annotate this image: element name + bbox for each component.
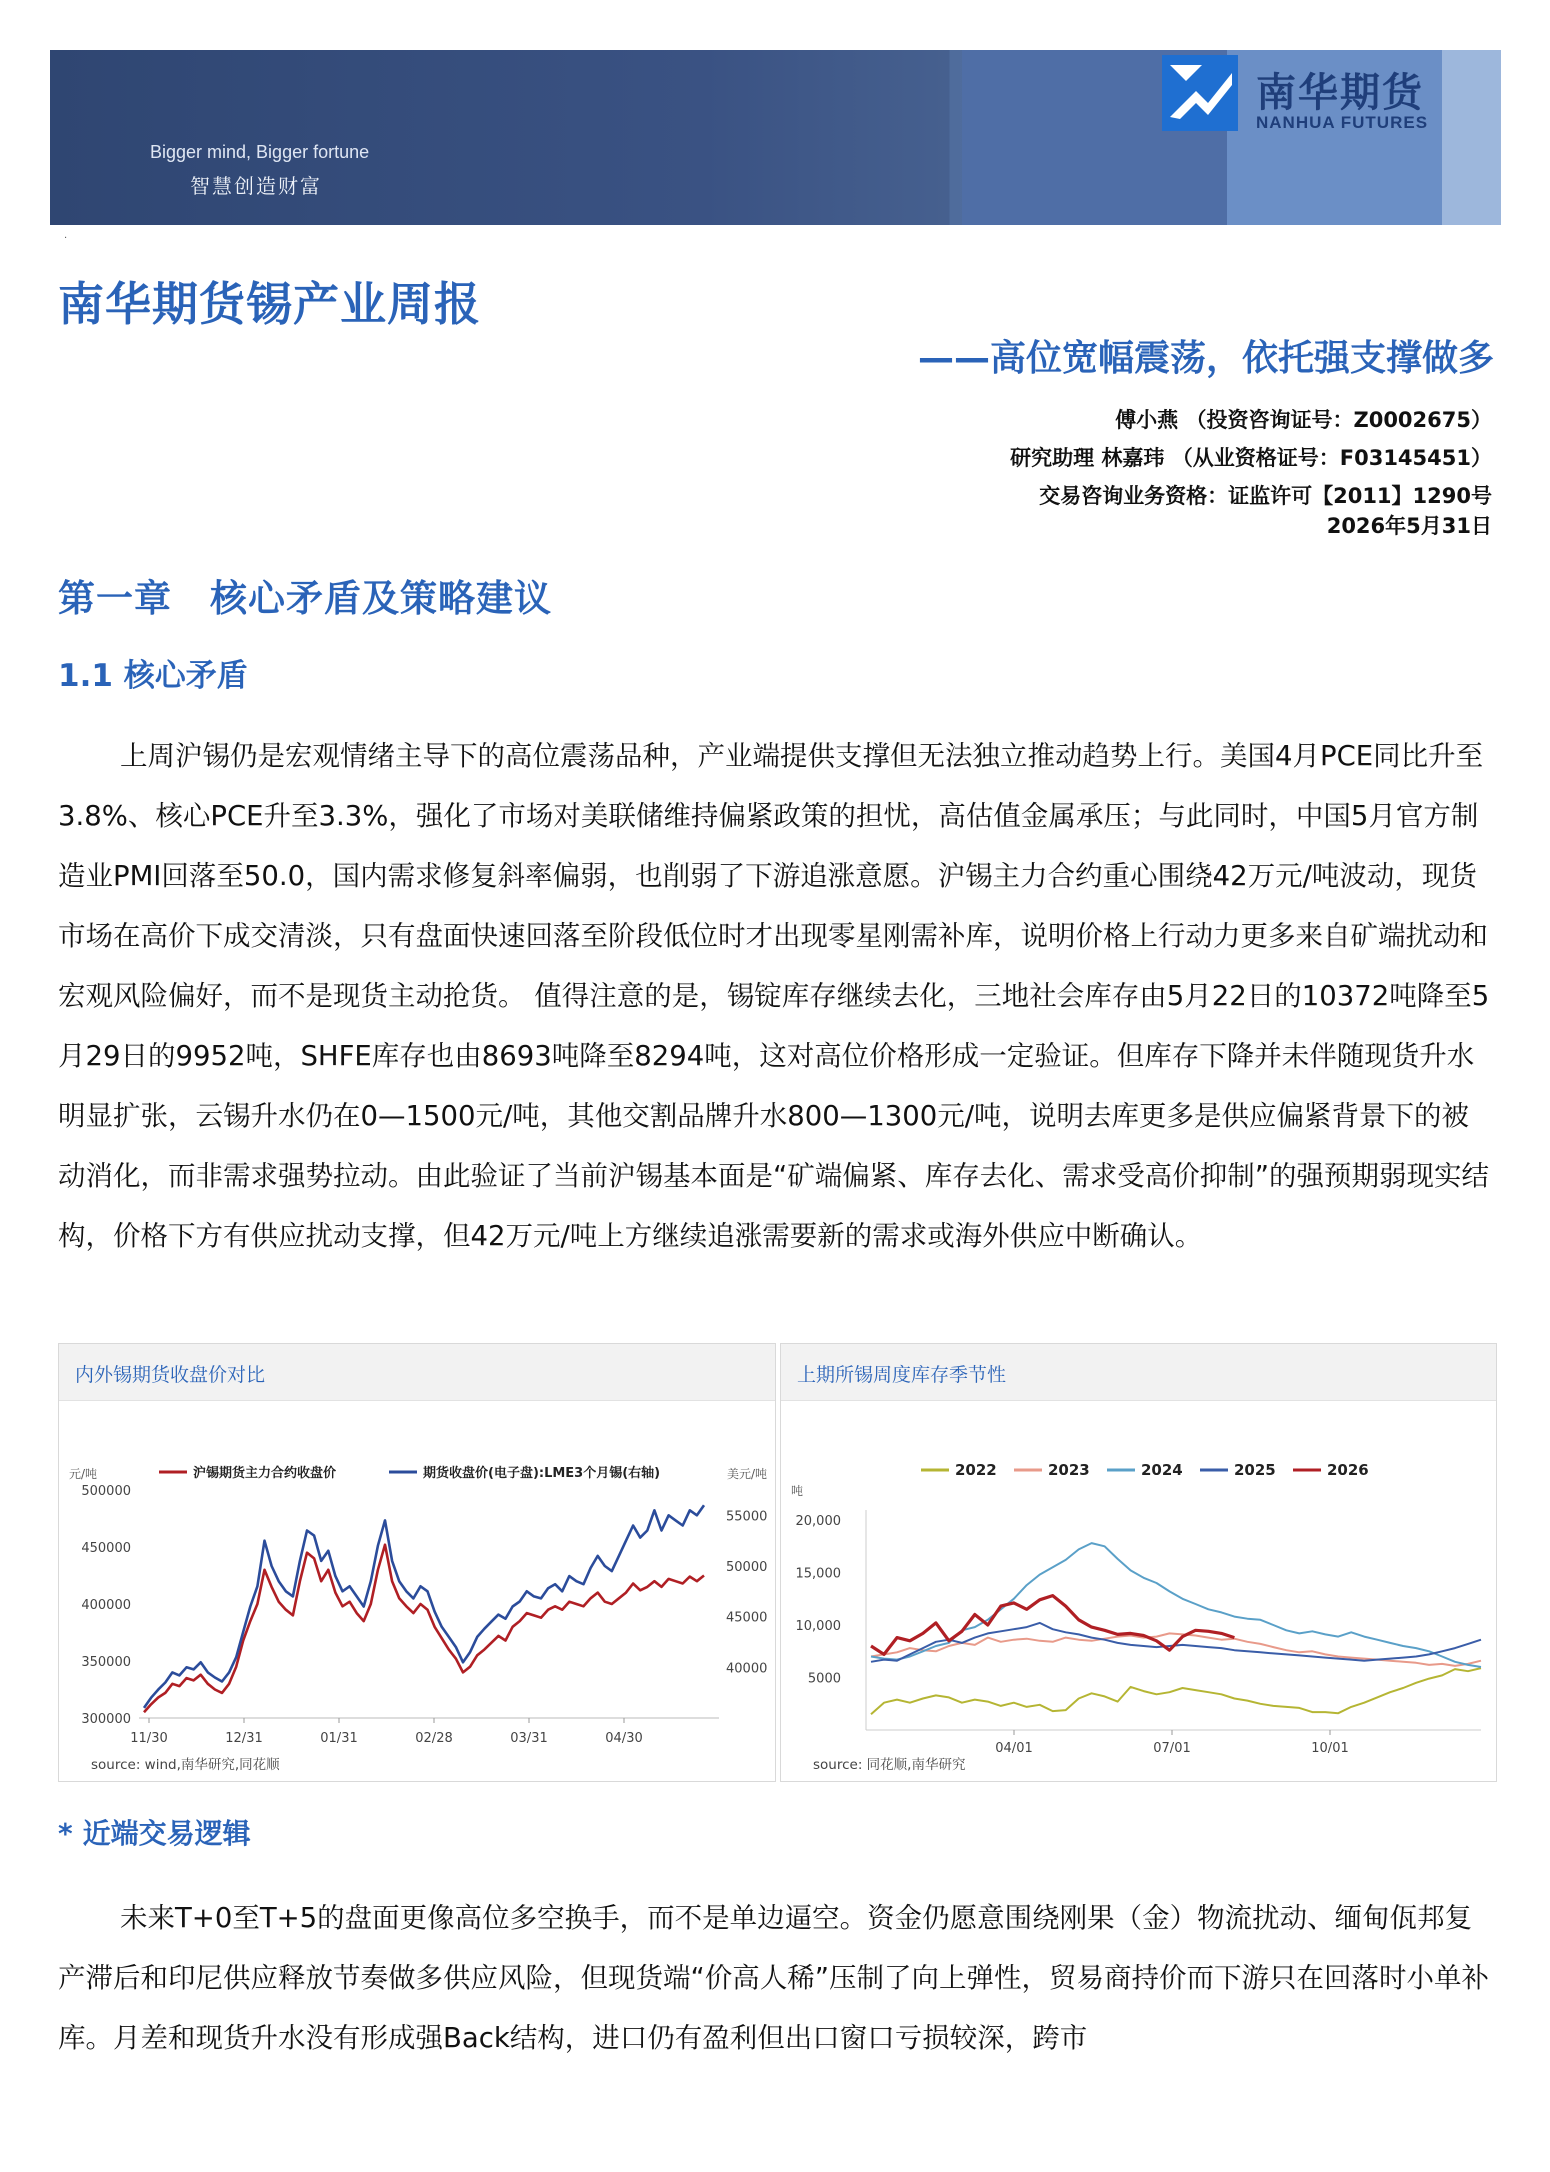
slogan-cn: 智慧创造财富 [190, 174, 322, 198]
y-axis-label: 吨 [791, 1484, 804, 1498]
body-paragraph: 未来T+0至T+5的盘面更像高位多空换手，而不是单边逼空。资金仍愿意围绕刚果（金）物流扰动、缅甸佤邦复产滞后和印尼供应释放节奏做多供应风险，但现货端“价高人稀”压制了向上弹性，贸易商持价而下游只在回落时小单补库。月差和现货升水没有形成强Back结构，进口仍有盈利但出口窗口亏损较深，跨市 [58, 1902, 1489, 2054]
x-tick-label: 10/01 [1311, 1741, 1349, 1756]
subsection-heading [58, 1812, 251, 1852]
x-tick-label: 12/31 [225, 1731, 263, 1746]
y-tick-label-left: 450000 [81, 1541, 131, 1556]
legend-label: 2025 [1234, 1461, 1276, 1479]
y-tick-label-left: 300000 [81, 1712, 131, 1727]
chart-price-comparison [59, 1400, 775, 1781]
y-tick-label: 10,000 [795, 1619, 841, 1634]
legend-label: 2022 [955, 1461, 997, 1479]
chart-title-bar [59, 1344, 775, 1401]
logo-mark-icon [1162, 55, 1238, 131]
y-axis-label-right: 美元/吨 [727, 1467, 768, 1481]
chart-title: 内外锡期货收盘价对比 [75, 1364, 266, 1386]
license-line: 交易咨询业务资格：证监许可【2011】1290号 [1039, 484, 1492, 508]
company-logo [1162, 55, 1442, 145]
legend-label: 2024 [1141, 1461, 1183, 1479]
y-tick-label-left: 350000 [81, 1655, 131, 1670]
chart-panel-inventory [780, 1343, 1497, 1782]
report-title: 南华期货锡产业周报 [58, 277, 481, 331]
chart-source: source: wind,南华研究,同花顺 [91, 1757, 280, 1773]
marker-dot: · [64, 233, 68, 244]
slogan-en: Bigger mind, Bigger fortune [150, 142, 370, 162]
y-axis-label-left: 元/吨 [69, 1467, 98, 1481]
y-tick-label-right: 45000 [726, 1610, 768, 1626]
series-line-2022 [871, 1668, 1481, 1714]
series-line-2023 [871, 1633, 1481, 1666]
chart-source: source: 同花顺,南华研究 [813, 1757, 966, 1773]
x-tick-label: 04/30 [605, 1731, 643, 1746]
series-line-1 [144, 1545, 704, 1713]
legend-label: 沪锡期货主力合约收盘价 [193, 1466, 337, 1481]
y-tick-label-right: 55000 [726, 1509, 768, 1525]
chart-title-bar [781, 1344, 1496, 1401]
legend-label: 2026 [1327, 1461, 1369, 1479]
y-tick-label: 5000 [807, 1671, 841, 1687]
section-heading: 1.1 核心矛盾 [58, 658, 248, 694]
assistant-line: 研究助理 林嘉玮 （从业资格证号：F03145451） [1010, 446, 1492, 470]
logo-text-en: NANHUA FUTURES [1256, 113, 1429, 132]
chart-title: 上期所锡周度库存季节性 [797, 1364, 1007, 1386]
y-tick-label-right: 40000 [726, 1661, 768, 1677]
asterisk-icon: * [58, 1817, 73, 1850]
y-tick-label-left: 500000 [81, 1484, 131, 1499]
legend-label: 期货收盘价(电子盘):LME3个月锡(右轴) [423, 1466, 661, 1481]
body-paragraph: 上周沪锡仍是宏观情绪主导下的高位震荡品种，产业端提供支撑但无法独立推动趋势上行。美国4月PCE同比升至3.8%、核心PCE升至3.3%，强化了市场对美联储维持偏紧政策的担忧，高估值金属承压；与此同时，中国5月官方制造业PMI回落至50.0，国内需求修复斜率偏弱，也削弱了下游追涨意愿。沪锡主力合约重心围绕42万元/吨波动，现货市场在高价下成交清淡，只有盘面快速回落至阶段低位时才出现零星刚需补库，说明价格上行动力更多来自矿端扰动和宏观风险偏好，而不是现货主动抢货。 值得注意的是，锡锭库存继续去化，三地社会库存由5月22日的10372吨降至5月29日的9952吨，SHFE库存也由8693吨降至8294吨，这对高位价格形成一定验证。但库存下降并未伴随现货升水明显扩张，云锡升水仍在0—1500元/吨，其他交割品牌升水800—1300元/吨，说明去库更多是供应偏紧背景下的被动消化，而非需求强势拉动。由此验证了当前沪锡基本面是“矿端偏紧、库存去化、需求受高价抑制”的强预期弱现实结构，价格下方有供应扰动支撑，但42万元/吨上方继续追涨需要新的需求或海外供应中断确认。 [58, 740, 1490, 1252]
x-tick-label: 02/28 [415, 1731, 453, 1746]
banner-band [1442, 50, 1501, 225]
y-tick-label: 15,000 [795, 1566, 841, 1582]
x-tick-label: 04/01 [995, 1741, 1033, 1756]
y-tick-label-right: 50000 [726, 1560, 768, 1575]
report-date: 2026年5月31日 [1326, 514, 1492, 538]
chart-panel-price [58, 1343, 776, 1782]
chart-inventory-seasonality [781, 1400, 1496, 1781]
report-subtitle: ——高位宽幅震荡，依托强支撑做多 [917, 338, 1494, 379]
x-tick-label: 07/01 [1153, 1741, 1191, 1756]
series-line-2024 [871, 1543, 1481, 1667]
author-line: 傅小燕 （投资咨询证号：Z0002675） [1115, 408, 1492, 432]
legend-label: 2023 [1048, 1461, 1090, 1479]
x-tick-label: 01/31 [320, 1731, 358, 1746]
logo-text-cn: 南华期货 [1256, 70, 1424, 116]
subsection-heading-text: 近端交易逻辑 [82, 1817, 251, 1850]
y-tick-label-left: 400000 [81, 1598, 131, 1613]
y-tick-label: 20,000 [795, 1514, 841, 1529]
x-tick-label: 03/31 [510, 1731, 548, 1746]
chapter-heading: 第一章 核心矛盾及策略建议 [58, 577, 552, 620]
x-tick-label: 11/30 [130, 1731, 168, 1746]
